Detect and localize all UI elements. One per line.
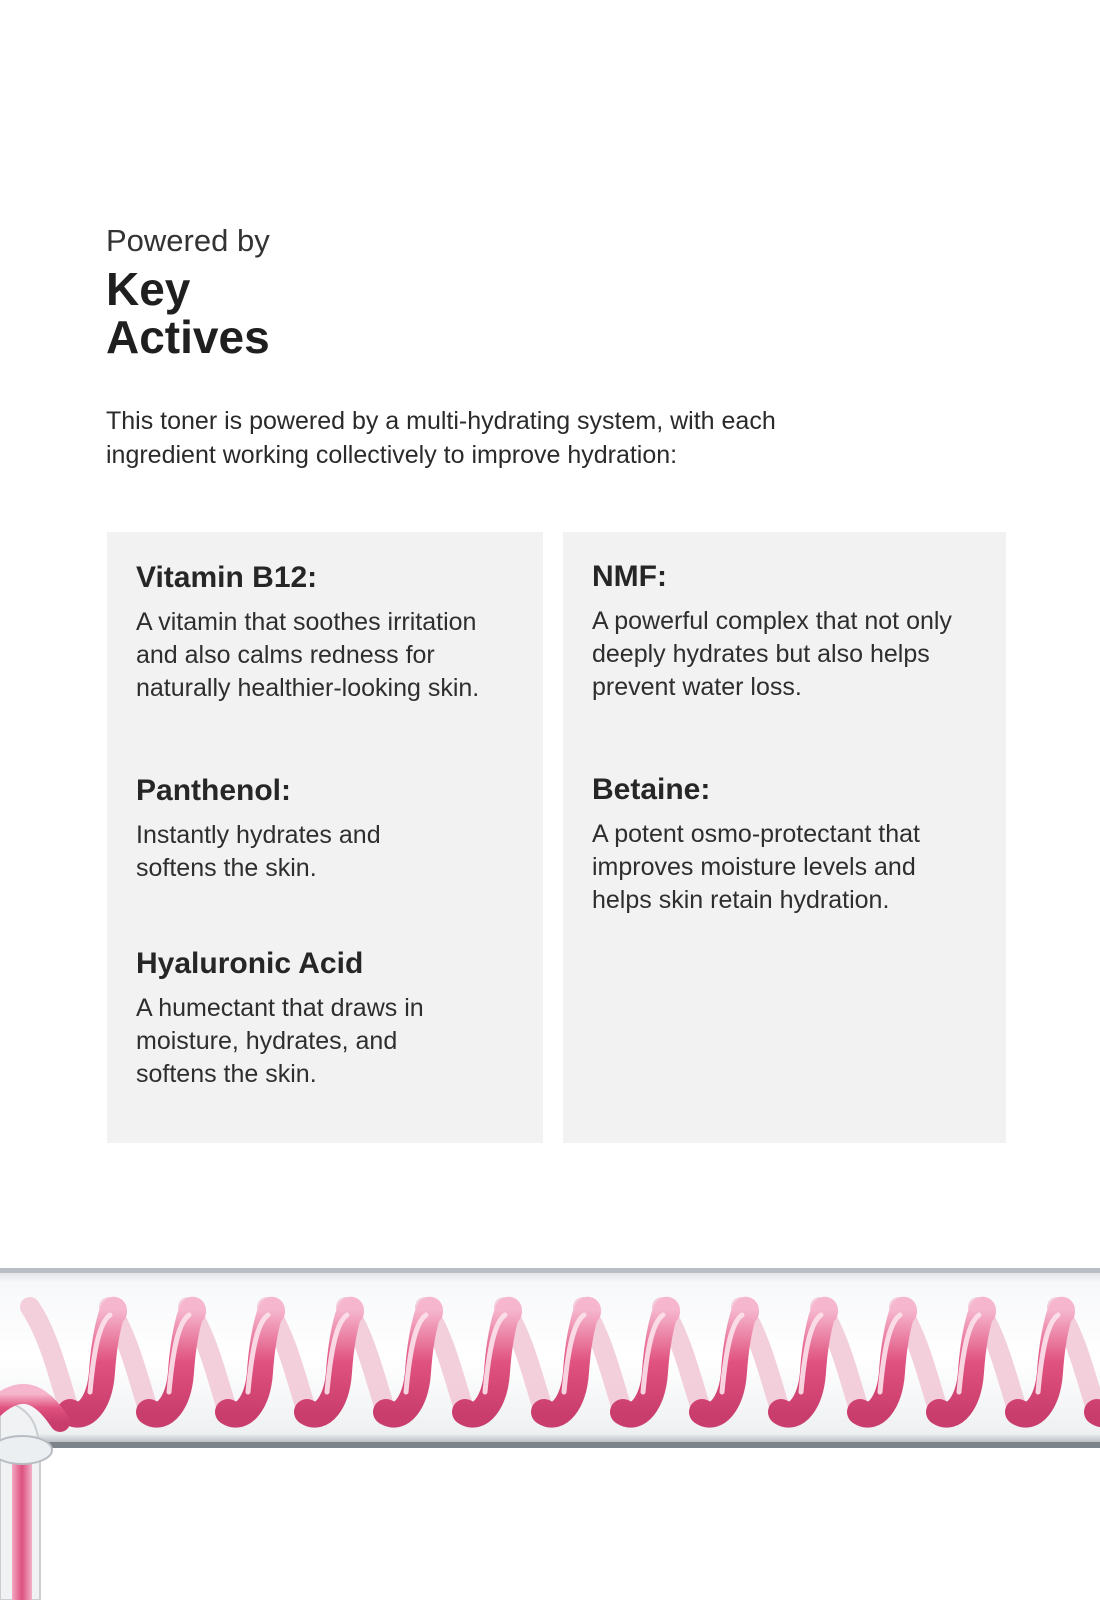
intro-paragraph: This toner is powered by a multi-hydrating system, with each ingredient working collectively to improve hydration: <box>106 407 776 469</box>
ingredient-name: NMF: <box>592 560 667 593</box>
title-line-2: Actives <box>106 311 270 363</box>
coil-tube-image <box>0 1262 1100 1600</box>
section-header <box>106 223 270 361</box>
ingredient-name: Hyaluronic Acid <box>136 947 364 980</box>
ingredient-betaine <box>592 772 972 917</box>
ingredient-name: Betaine: <box>592 773 711 806</box>
ingredient-name: Vitamin B12: <box>136 561 318 594</box>
section-title <box>106 265 270 361</box>
ingredient-description: A vitamin that soothes irritation and also calms redness for naturally healthier-looking skin. <box>136 608 480 702</box>
ingredient-description: A humectant that draws in moisture, hydrates, and softens the skin. <box>136 994 424 1088</box>
ingredients-card-left <box>107 532 543 1143</box>
ingredient-vitamin-b12 <box>136 560 521 705</box>
ingredient-description: A potent osmo-protectant that improves moisture levels and helps skin retain hydration. <box>592 820 920 914</box>
ingredient-description: Instantly hydrates and softens the skin. <box>136 821 381 882</box>
eyebrow-text: Powered by <box>106 223 270 258</box>
spiral-tube-illustration <box>0 1262 1100 1600</box>
ingredients-card-right <box>563 532 1006 1143</box>
ingredient-name: Panthenol: <box>136 774 291 807</box>
ingredient-panthenol <box>136 773 436 885</box>
ingredient-description: A powerful complex that not only deeply hydrates but also helps prevent water loss. <box>592 607 952 701</box>
ingredient-nmf <box>592 559 962 704</box>
ingredient-hyaluronic-acid <box>136 946 466 1091</box>
title-line-1: Key <box>106 263 191 315</box>
